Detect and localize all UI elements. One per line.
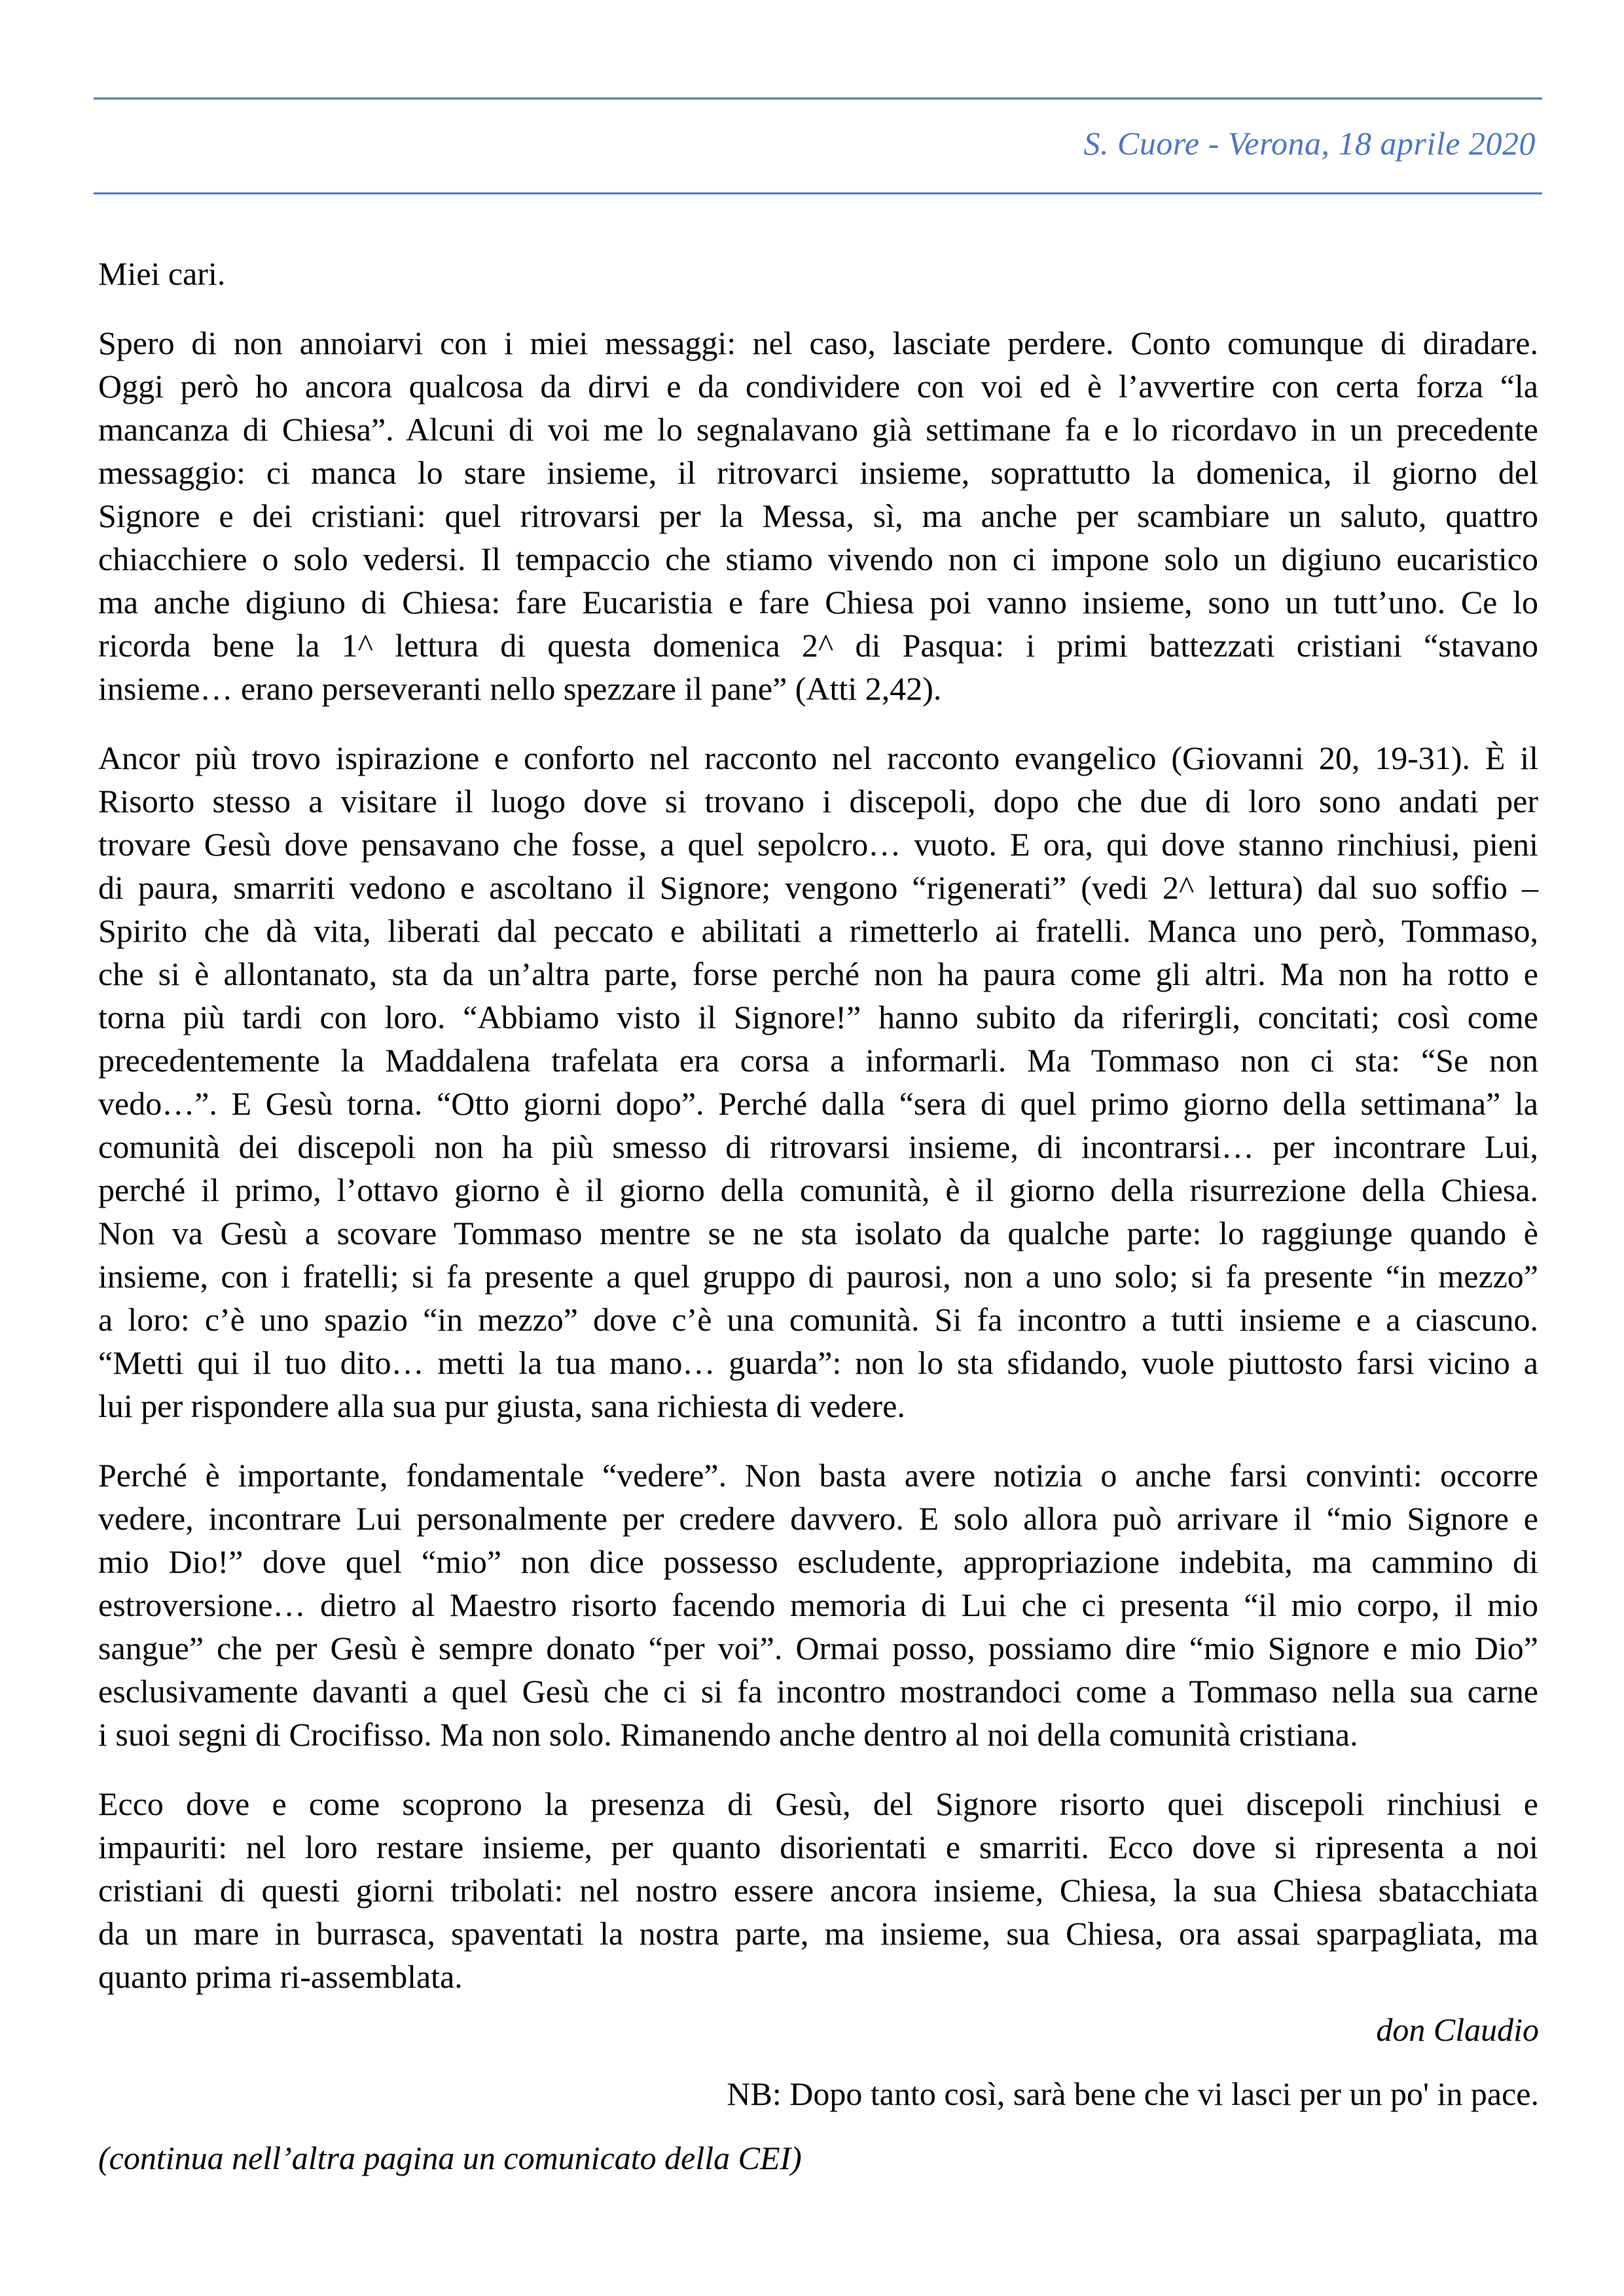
nb-note: NB: Dopo tanto così, sarà bene che vi lasci per un po' in pace. <box>727 2075 1539 2112</box>
paragraph-line: trovare Gesù dove pensavano che fosse, a quel sepolcro… vuoto. E ora, qui dove stanno rinchiusi, pieni <box>98 826 1538 863</box>
paragraph-line: lui per rispondere alla sua pur giusta, sana richiesta di vedere. <box>98 1388 905 1424</box>
paragraph-line: impauriti: nel loro restare insieme, per quanto disorientati e smarriti. Ecco dove si ripresenta a noi <box>98 1829 1538 1865</box>
paragraph <box>98 1454 1538 1756</box>
paragraph-line: ricorda bene la 1^ lettura di questa domenica 2^ di Pasqua: i primi battezzati cristiani “stavano <box>98 627 1538 664</box>
paragraph-line: messaggio: ci manca lo stare insieme, il ritrovarci insieme, soprattutto la domenica, il giorno del <box>98 454 1538 491</box>
paragraph-line: mio Dio!” dove quel “mio” non dice possesso escludente, appropriazione indebita, ma cammino di <box>98 1543 1538 1580</box>
signature: don Claudio <box>1376 2011 1539 2048</box>
paragraph-line: Spero di non annoiarvi con i miei messaggi: nel caso, lasciate perdere. Conto comunque di diradare. <box>98 325 1538 361</box>
paragraph-line: perché il primo, l’ottavo giorno è il giorno della comunità, è il giorno della risurrezione della Chiesa. <box>98 1172 1538 1208</box>
paragraph-line: Oggi però ho ancora qualcosa da dirvi e da condividere con voi ed è l’avvertire con certa forza “la <box>98 368 1538 404</box>
paragraph-line: vedere, incontrare Lui personalmente per credere davvero. E solo allora può arrivare il “mio Signore e <box>98 1500 1538 1537</box>
paragraph-line: insieme, con i fratelli; si fa presente a quel gruppo di paurosi, non a uno solo; si fa presente “in mezzo” <box>98 1258 1538 1295</box>
paragraph-line: ma anche digiuno di Chiesa: fare Eucaristia e fare Chiesa poi vanno insieme, sono un tutt’uno. Ce lo <box>98 584 1538 620</box>
paragraph-line: sangue” che per Gesù è sempre donato “per voi”. Ormai posso, possiamo dire “mio Signore e mio Dio” <box>98 1630 1538 1666</box>
paragraph-line: di paura, smarriti vedono e ascoltano il Signore; vengono “rigenerati” (vedi 2^ lettura) dal suo soffio – <box>98 869 1538 906</box>
paragraph-line: Risorto stesso a visitare il luogo dove si trovano i discepoli, dopo che due di loro sono andati per <box>98 783 1538 819</box>
paragraph-line: vedo…”. E Gesù torna. “Otto giorni dopo”. Perché dalla “sera di quel primo giorno della settimana” la <box>98 1085 1538 1122</box>
paragraph-line: mancanza di Chiesa”. Alcuni di voi me lo segnalavano già settimane fa e lo ricordavo in un precedente <box>98 411 1538 448</box>
paragraph-line: che si è allontanato, sta da un’altra parte, forse perché non ha paura come gli altri. Ma non ha rotto e <box>98 956 1538 992</box>
paragraph-line: Perché è importante, fondamentale “vedere”. Non basta avere notizia o anche farsi convinti: occorre <box>98 1457 1538 1494</box>
paragraph-gap <box>98 1756 1538 1782</box>
paragraph-line: esclusivamente davanti a quel Gesù che ci si fa incontro mostrandoci come a Tommaso nella sua carne <box>98 1673 1538 1710</box>
paragraph <box>98 1782 1538 1998</box>
paragraph-gap <box>98 1427 1538 1454</box>
paragraph-line: Non va Gesù a scovare Tommaso mentre se ne sta isolato da qualche parte: lo raggiunge quando è <box>98 1215 1538 1251</box>
paragraph-line: quanto prima ri-assemblata. <box>98 1958 463 1995</box>
paragraph-line: Ecco dove e come scoprono la presenza di Gesù, del Signore risorto quei discepoli rinchiusi e <box>98 1785 1538 1822</box>
header-place-date: S. Cuore - Verona, 18 aprile 2020 <box>1083 125 1536 162</box>
paragraph-line: torna più tardi con loro. “Abbiamo visto il Signore!” hanno subito da riferirgli, concitati; così come <box>98 999 1538 1035</box>
paragraph-line: comunità dei discepoli non ha più smesso di ritrovarsi insieme, di incontrarsi… per incontrare Lui, <box>98 1128 1538 1165</box>
paragraph-line: Spirito che dà vita, liberati dal peccato e abilitati a rimetterlo ai fratelli. Manca uno però, Tommaso, <box>98 912 1538 949</box>
letter-body <box>98 252 1538 1998</box>
header-rule-bottom <box>94 192 1542 194</box>
salutation: Miei cari. <box>98 255 226 292</box>
paragraph-line: Ancor più trovo ispirazione e conforto nel racconto nel racconto evangelico (Giovanni 20, 19-31). È il <box>98 740 1538 776</box>
paragraph-line: i suoi segni di Crocifisso. Ma non solo. Rimanendo anche dentro al noi della comunità cristiana. <box>98 1716 1358 1753</box>
paragraphs <box>98 321 1538 1998</box>
paragraph-gap <box>98 710 1538 736</box>
paragraph-line: da un mare in burrasca, spaventati la nostra parte, ma insieme, sua Chiesa, ora assai sparpagliata, ma <box>98 1915 1538 1952</box>
paragraph-line: chiacchiere o solo vedersi. Il tempaccio che stiamo vivendo non ci impone solo un digiuno eucaristico <box>98 541 1538 577</box>
paragraph-line: a loro: c’è uno spazio “in mezzo” dove c’è una comunità. Si fa incontro a tutti insieme e a ciascuno. <box>98 1301 1538 1338</box>
header-rule-top <box>94 98 1542 99</box>
paragraph-line: insieme… erano perseveranti nello spezzare il pane” (Atti 2,42). <box>98 670 942 707</box>
paragraph-line: Signore e dei cristiani: quel ritrovarsi per la Messa, sì, ma anche per scambiare un saluto, quattro <box>98 497 1538 534</box>
continue-note: (continua nell’altra pagina un comunicato della CEI) <box>98 2140 802 2176</box>
paragraph-gap <box>98 295 1538 321</box>
paragraph-line: “Metti qui il tuo dito… metti la tua mano… guarda”: non lo sta sfidando, vuole piuttosto farsi vicino a <box>98 1344 1538 1381</box>
paragraph-line: cristiani di questi giorni tribolati: nel nostro essere ancora insieme, Chiesa, la sua Chiesa sbatacchiata <box>98 1872 1538 1909</box>
paragraph-line: estroversione… dietro al Maestro risorto facendo memoria di Lui che ci presenta “il mio corpo, il mio <box>98 1587 1538 1623</box>
paragraph <box>98 321 1538 710</box>
paragraph <box>98 736 1538 1427</box>
paragraph-line: precedentemente la Maddalena trafelata era corsa a informarli. Ma Tommaso non ci sta: “Se non <box>98 1042 1538 1079</box>
